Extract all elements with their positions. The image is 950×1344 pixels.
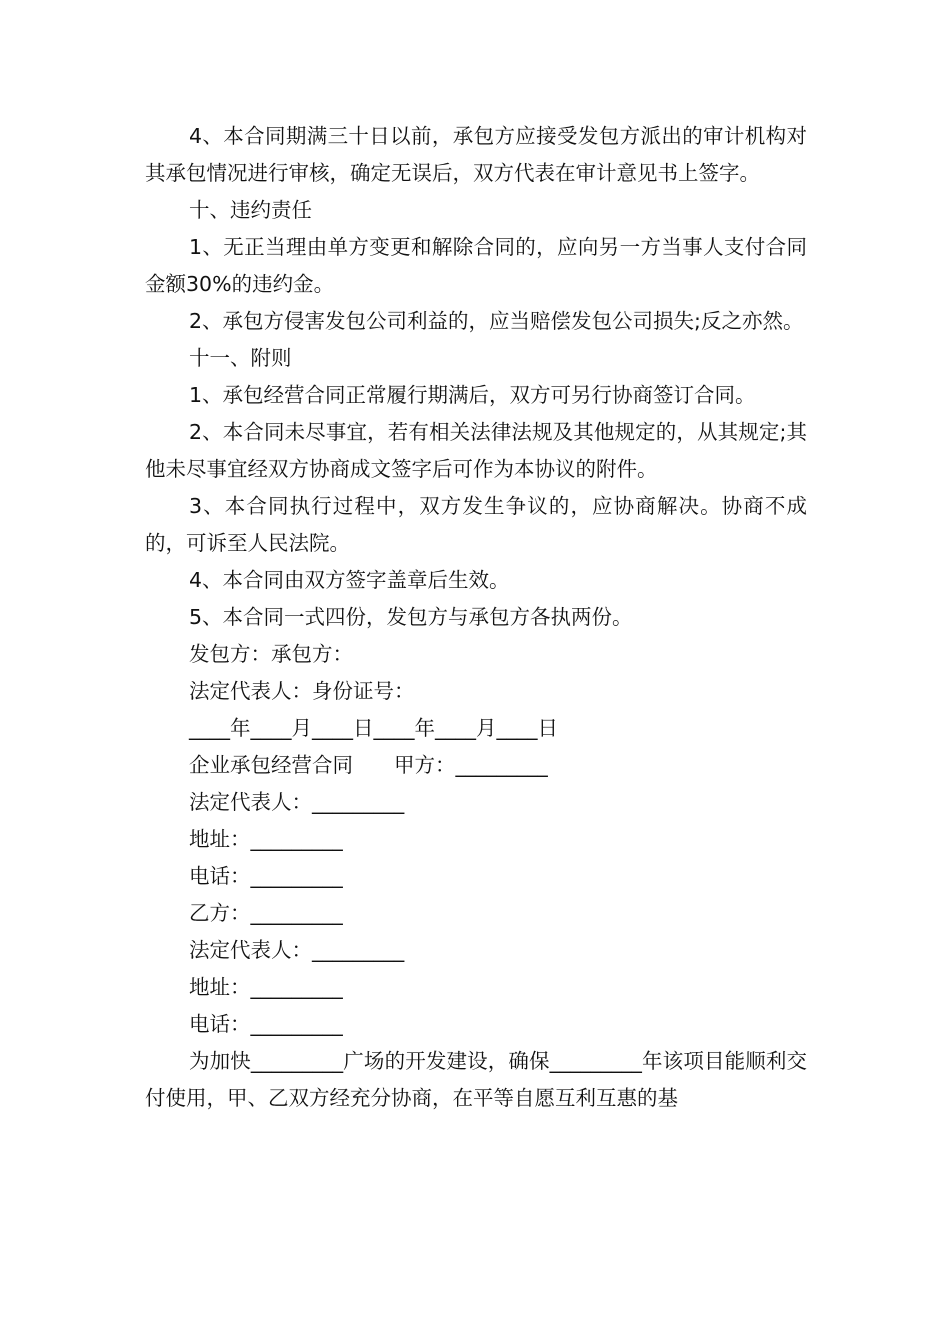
section-heading-breach: 十、违约责任 <box>189 198 312 222</box>
clause-effective: 4、本合同由双方签字盖章后生效。 <box>189 568 510 592</box>
party-a-phone: 电话：_________ <box>189 864 343 888</box>
section-heading-supplementary: 十一、附则 <box>189 346 292 370</box>
party-b-label: 乙方：_________ <box>189 901 343 925</box>
party-a-representative: 法定代表人：_________ <box>189 790 405 814</box>
party-b-representative: 法定代表人：_________ <box>189 938 405 962</box>
party-b-phone: 电话：_________ <box>189 1012 343 1036</box>
signature-date-line: ____年____月____日____年____月____日 <box>189 716 558 740</box>
party-a-address: 地址：_________ <box>189 827 343 851</box>
clause-audit-review: 4、本合同期满三十日以前，承包方应接受发包方派出的审计机构对其承包情况进行审核，确定无误后，双方代表在审计意见书上签字。 <box>145 124 807 185</box>
contract-preamble: 为加快_________广场的开发建设，确保_________年该项目能顺利交付使用，甲、乙双方经充分协商，在平等自愿互利互惠的基 <box>145 1049 807 1110</box>
document-body <box>145 118 807 1117</box>
signature-parties-line: 发包方：承包方： <box>189 642 353 666</box>
clause-breach-penalty: 1、无正当理由单方变更和解除合同的，应向另一方当事人支付合同金额30%的违约金。 <box>145 235 807 296</box>
clause-breach-compensation: 2、承包方侵害发包公司利益的，应当赔偿发包公司损失;反之亦然。 <box>189 309 804 333</box>
clause-dispute-resolution: 3、本合同执行过程中，双方发生争议的，应协商解决。协商不成的，可诉至人民法院。 <box>145 494 807 555</box>
clause-unresolved-matters: 2、本合同未尽事宜，若有相关法律法规及其他规定的，从其规定;其他未尽事宜经双方协商成文签字后可作为本协议的附件。 <box>145 420 807 481</box>
contract-title-party-a: 企业承包经营合同 甲方：_________ <box>189 753 548 777</box>
clause-copies: 5、本合同一式四份，发包方与承包方各执两份。 <box>189 605 633 629</box>
party-b-address: 地址：_________ <box>189 975 343 999</box>
clause-renewal: 1、承包经营合同正常履行期满后，双方可另行协商签订合同。 <box>189 383 756 407</box>
signature-representative-line: 法定代表人：身份证号： <box>189 679 415 703</box>
